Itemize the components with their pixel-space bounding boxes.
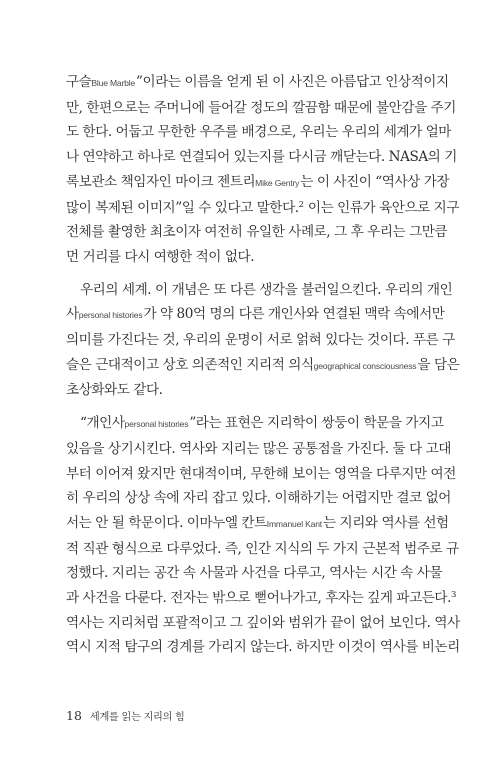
text-line (66, 70, 449, 96)
text-run: 만, 한편으로는 주머니에 들어갈 정도의 깔끔함 때문에 불안감을 주기 (66, 99, 456, 116)
page-number: 18 (66, 708, 82, 723)
text-line (66, 245, 431, 270)
text-line (66, 378, 431, 403)
text-run: 는 지리와 역사를 선험 (322, 514, 449, 531)
text-run: 구슬 (66, 74, 92, 90)
english-gloss: personal histories (78, 310, 143, 321)
text-line (66, 302, 445, 328)
text-run: 히 우리의 상상 속에 자리 잡고 있다. 이해하기는 어렵지만 결코 없어 (66, 490, 451, 507)
text-run: 가 약 80억 명의 다른 개인사와 연결된 맥락 속에서만 (143, 306, 445, 323)
english-gloss: personal histories (124, 419, 189, 430)
text-line (66, 196, 460, 221)
text-run: 을 담은 (417, 356, 460, 373)
text-line (66, 328, 455, 353)
text-line (66, 486, 451, 511)
text-run: 도 한다. 어둡고 무한한 우주를 배경으로, 우리는 우리의 세계가 얼마 (66, 124, 451, 141)
text-line (66, 537, 459, 562)
text-line (66, 278, 453, 303)
text-line (66, 462, 456, 487)
text-run: 우리의 세계. 이 개념은 또 다른 생각을 불러일으킨다. 우리의 개인 (80, 281, 453, 298)
english-gloss: Immanuel Kant (266, 518, 322, 529)
text-run: 사 (66, 306, 79, 323)
text-run: 적 직관 형식으로 다루었다. 즉, 인간 지식의 두 가지 근본적 범주로 규 (66, 540, 459, 557)
text-line (66, 561, 443, 586)
text-line (66, 437, 451, 462)
text-line (66, 511, 449, 537)
text-run: 는 이 사진이 “역사상 가장 (300, 173, 450, 190)
text-run: 나 연약하고 하나로 연결되어 있는지를 다시금 깨닫는다. NASA의 기 (66, 149, 457, 166)
text-run: 정했다. 지리는 공간 속 사물과 사건을 다루고, 역사는 시간 속 사물 (66, 565, 443, 582)
text-run: 록보관소 책임자인 마이크 젠트리 (66, 173, 256, 190)
english-gloss: Blue Marble (91, 78, 136, 88)
body-text (66, 70, 460, 668)
text-run: 부터 이어져 왔지만 현대적이며, 무한해 보이는 영역을 다루지만 여전 (66, 465, 456, 482)
text-line (66, 411, 444, 437)
running-title: 세계를 읽는 지리의 힘 (89, 712, 185, 723)
text-line (66, 120, 451, 145)
text-run: 이는 인류가 육안으로 지구 (304, 199, 460, 216)
text-run: 의미를 가진다는 것, 우리의 운명이 서로 얽혀 있다는 것이다. 푸른 구 (66, 332, 455, 349)
text-line (66, 170, 450, 196)
text-line (66, 611, 460, 636)
text-line (66, 145, 457, 170)
text-run: 많이 복제된 이미지”일 수 있다고 말한다. (66, 199, 299, 216)
text-run: 있음을 상기시킨다. 역사와 지리는 많은 공통점을 가진다. 둘 다 고대 (66, 440, 451, 457)
text-run: 전체를 촬영한 최초이자 여전히 유일한 사례로, 그 후 우리는 그만큼 (66, 224, 448, 241)
text-run: 과 사건을 다룬다. 전자는 밖으로 뻗어나가고, 후자는 깊게 파고든다. (66, 590, 451, 607)
english-gloss: Mike Gentry (255, 177, 300, 188)
paragraph (66, 278, 460, 404)
text-run: 역시 지적 탐구의 경계를 가리지 않는다. 하지만 이것이 역사를 비논리 (66, 639, 460, 656)
text-run: 초상화와도 같다. (66, 382, 163, 399)
text-run: 슬은 근대적이고 상호 의존적인 지리적 의식 (66, 356, 314, 373)
text-run: 서는 안 될 학문이다. 이마누엘 칸트 (66, 514, 267, 531)
text-run: 역사는 지리처럼 포괄적이고 그 깊이와 범위가 끝이 없어 보인다. 역사 (66, 614, 460, 631)
text-line (66, 353, 460, 379)
page-footer (66, 708, 185, 723)
text-run: “개인사 (80, 415, 125, 432)
text-run: ”라는 표현은 지리학이 쌍둥이 학문을 가지고 (189, 415, 444, 432)
footnote-marker: 2 (298, 199, 305, 210)
paragraph (66, 70, 460, 270)
text-line (66, 635, 460, 660)
paragraph (66, 411, 460, 660)
text-run: ”이라는 이름을 얻게 된 이 사진은 아름답고 인상적이지 (136, 74, 449, 90)
text-line (66, 586, 457, 611)
text-run: 먼 거리를 다시 여행한 적이 없다. (66, 248, 255, 265)
footnote-marker: 3 (450, 590, 457, 601)
english-gloss: geographical consciousness (313, 360, 417, 371)
text-line (66, 96, 456, 121)
text-line (66, 220, 448, 245)
